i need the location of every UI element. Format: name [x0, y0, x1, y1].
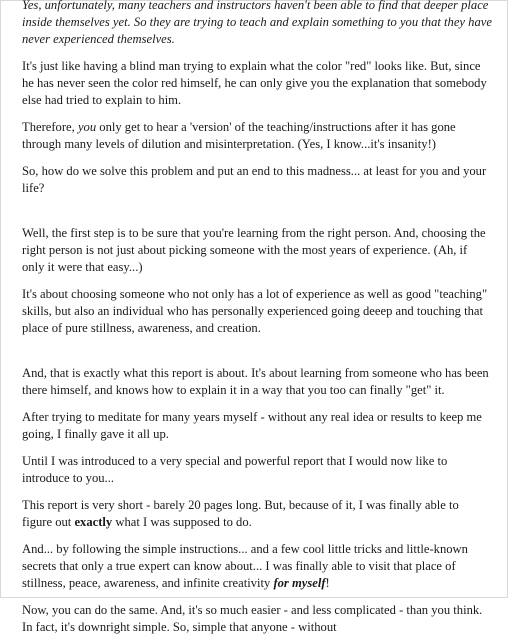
paragraph-now: Now, you can do the same. And, it's so much easier - and less complicated - than you think. In fact, it's downright simple. So, simple that anyone - without — [22, 603, 483, 634]
version-text-after: only get to hear a 'version' of the teaching/instructions after it has gone through many levels of dilution and misinterpretation. (Yes, I know...it's insanity!) — [22, 120, 456, 151]
following-emphasis: for myself — [273, 576, 326, 590]
following-text-before: And... by following the simple instructions... and a few cool little tricks and little-known secrets that only a true expert can know about... I was finally able to visit that place of stillness, peace, awareness, and infinite creativity — [22, 542, 468, 590]
paragraph-until: Until I was introduced to a very special and powerful report that I would now like to introduce to you... — [22, 454, 448, 485]
paragraph-first-step: Well, the first step is to be sure that you're learning from the right person. And, choosing the right person is not just about picking someone with the most years of experience. (Ah, if only it were that easy...) — [22, 226, 486, 274]
following-text-after: ! — [325, 576, 330, 590]
paragraph-version — [22, 119, 492, 153]
version-emphasis: you — [77, 120, 97, 134]
short-emphasis: exactly — [74, 515, 113, 529]
paragraph-following — [22, 541, 492, 592]
paragraph-intro: Yes, unfortunately, many teachers and instructors haven't been able to find that deeper place inside themselves yet. So they are trying to teach and explain something to you that they have never experienced themselves. — [22, 0, 492, 46]
paragraph-question: So, how do we solve this problem and put an end to this madness... at least for you and your life? — [22, 164, 487, 195]
version-text-before: Therefore, — [22, 120, 78, 134]
paragraph-choosing: It's about choosing someone who not only has a lot of experience as well as good "teaching" skills, but also an individual who has personally experienced going deeep and touching that place of pure stillness, awareness, and creation. — [22, 287, 488, 335]
paragraph-blind-man: It's just like having a blind man trying to explain what the color "red" looks like. But, since he has never seen the color red himself, he can only give you the explanation that somebody else had tried to explain to him. — [22, 59, 487, 107]
short-text-after: what I was supposed to do. — [112, 515, 252, 529]
paragraph-report-about: And, that is exactly what this report is about. It's about learning from someone who has been there himself, and knows how to explain it in a way that you too can finally "get" it. — [22, 366, 489, 397]
paragraph-gave-up: After trying to meditate for many years myself - without any real idea or results to keep me going, I finally gave it all up. — [22, 410, 482, 441]
short-text-before: This report is very short - barely 20 pages long. But, because of it, I was finally able to figure out — [22, 498, 459, 529]
paragraph-short — [22, 497, 492, 531]
